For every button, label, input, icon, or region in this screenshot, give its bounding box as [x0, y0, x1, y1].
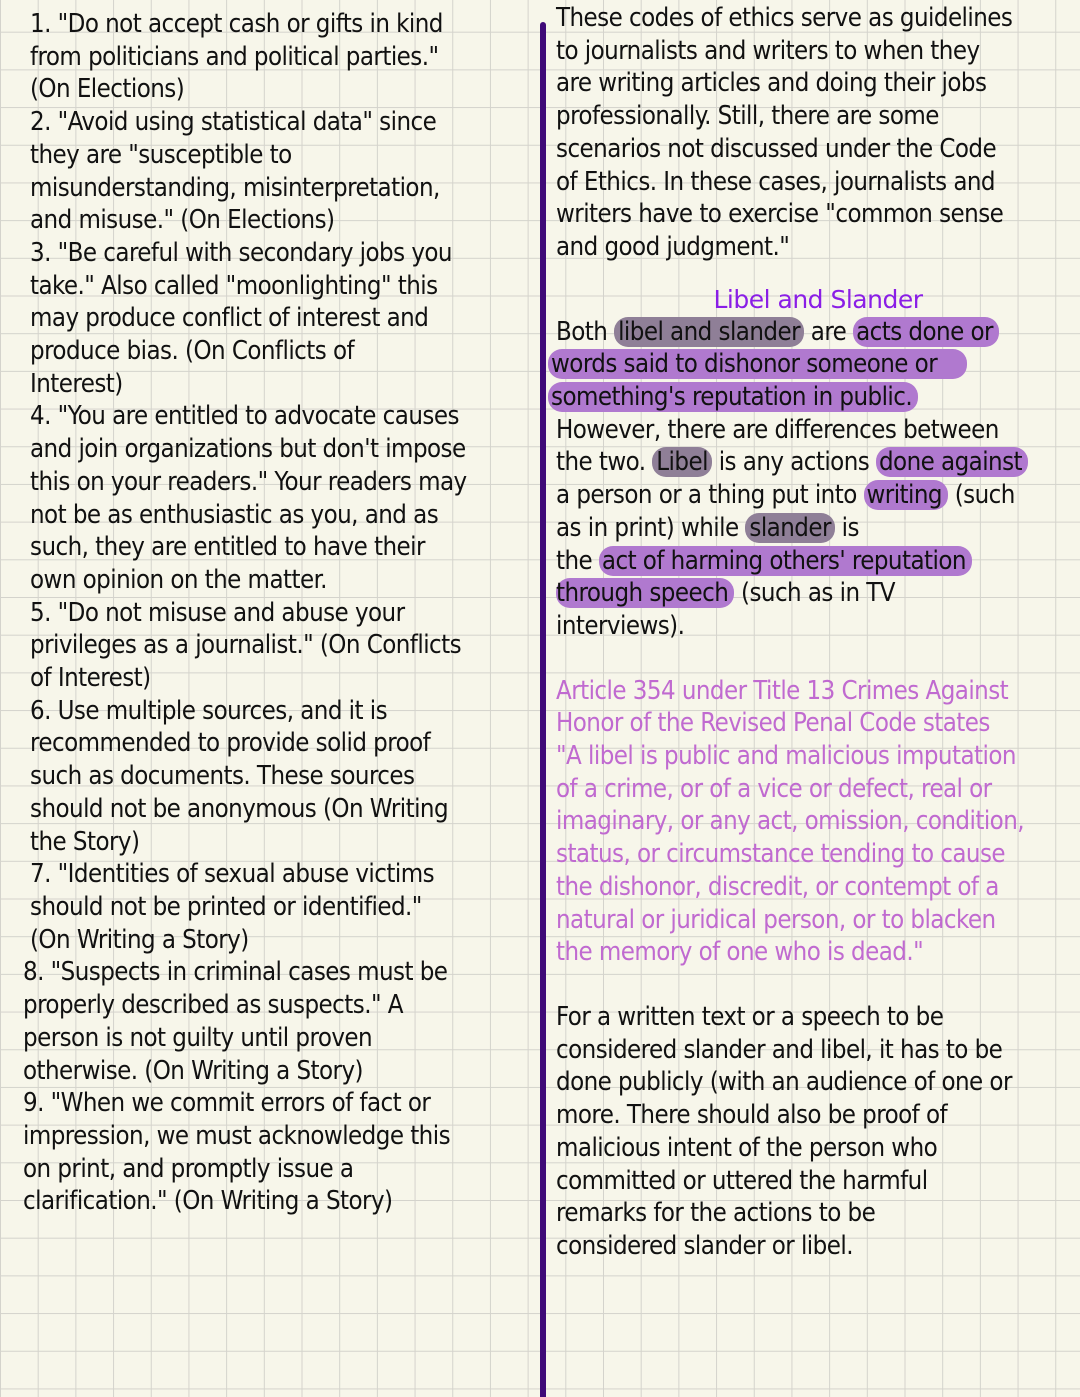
quote-line: natural or juridical person, or to blacken [556, 904, 996, 935]
highlight-grey: slander [745, 513, 835, 543]
definition-line: However, there are differences between [556, 414, 999, 445]
rule-5-line-3: of Interest) [30, 663, 151, 694]
conclusion-line: done publicly (with an audience of one or [556, 1067, 1012, 1098]
intro-line: scenarios not discussed under the Code [556, 133, 997, 164]
text: a person or a thing put into [556, 480, 864, 511]
rule-7-line-3: (On Writing a Story) [30, 924, 249, 955]
conclusion-paragraph [556, 1001, 1080, 1263]
rule-8-line-3: person is not guilty until proven [23, 1022, 373, 1053]
conclusion-line: For a written text or a speech to be [556, 1001, 944, 1032]
text: as in print) while [556, 512, 746, 543]
text: (such [947, 480, 1015, 511]
highlight-grey: libel and slander [614, 317, 804, 347]
intro-line: These codes of ethics serve as guidelines [556, 3, 1013, 33]
rule-9-line-1: 9. "When we commit errors of fact or [23, 1088, 431, 1119]
rule-4-line-5: such, they are entitled to have their [30, 532, 425, 563]
quote-line: Article 354 under Title 13 Crimes Against [556, 675, 1009, 706]
rule-2-line-1: 2. "Avoid using statistical data" since [30, 107, 437, 138]
ethics-rules-column [23, 8, 530, 1218]
rule-9-line-4: clarification." (On Writing a Story) [23, 1186, 393, 1217]
quote-line: imaginary, or any act, omission, condition, [556, 806, 1025, 837]
rule-3-line-1: 3. "Be careful with secondary jobs you [30, 237, 452, 268]
rule-6-line-5: the Story) [30, 826, 140, 857]
rule-4-line-2: and join organizations but don't impose [30, 434, 466, 465]
conclusion-line: considered slander and libel, it has to be [556, 1034, 1003, 1065]
rule-8-line-1: 8. "Suspects in criminal cases must be [23, 957, 448, 988]
definition-line [556, 479, 1080, 512]
quote-line: of a crime, or of a vice or defect, real or [556, 773, 992, 804]
quote-line: Honor of the Revised Penal Code states [556, 708, 990, 739]
text: (such as in TV [734, 578, 895, 609]
rule-1-line-1: 1. "Do not accept cash or gifts in kind [30, 9, 443, 39]
intro-paragraph [556, 2, 1080, 264]
intro-line: are writing articles and doing their jobs [556, 68, 987, 99]
intro-line: of Ethics. In these cases, journalists and [556, 166, 996, 197]
highlight-purple: done against [876, 447, 1028, 477]
definition-line: interviews). [556, 610, 685, 641]
rule-7-line-2: should not be printed or identified." [30, 891, 422, 922]
rule-8-line-4: otherwise. (On Writing a Story) [23, 1055, 363, 1086]
rule-7-line-1: 7. "Identities of sexual abuse victims [30, 859, 435, 890]
spacer [556, 969, 1080, 1001]
section-heading-libel-and-slander: Libel and Slander [713, 284, 923, 314]
text: is any actions [711, 447, 876, 478]
conclusion-line: committed or uttered the harmful [556, 1165, 928, 1196]
intro-line: professionally. Still, there are some [556, 101, 939, 132]
text: are [804, 316, 854, 347]
definition-line [548, 348, 1080, 381]
highlight-purple: acts done or [853, 317, 999, 347]
rule-6-line-4: should not be anonymous (On Writing [30, 793, 449, 824]
column-divider [540, 22, 546, 1397]
intro-line: writers have to exercise "common sense [556, 199, 1004, 230]
rule-2-line-3: misunderstanding, misinterpretation, [30, 172, 440, 203]
intro-line: to journalists and writers to when they [556, 35, 980, 66]
rule-9-line-3: on print, and promptly issue a [23, 1153, 354, 1184]
rule-6-line-3: such as documents. These sources [30, 761, 415, 792]
definition-line [556, 446, 1080, 479]
rule-3-line-5: Interest) [30, 368, 123, 399]
rule-3-line-4: produce bias. (On Conflicts of [30, 336, 355, 367]
conclusion-line: malicious intent of the person who [556, 1132, 938, 1163]
rule-4-line-1: 4. "You are entitled to advocate causes [30, 401, 459, 432]
conclusion-line: more. There should also be proof of [556, 1100, 948, 1131]
text: Both [556, 316, 615, 347]
definition-line [556, 545, 1080, 578]
quote-line: the dishonor, discredit, or contempt of a [556, 871, 999, 902]
rule-3-line-3: may produce conflict of interest and [30, 303, 429, 334]
rule-4-line-4: not be as enthusiastic as you, and as [30, 499, 439, 530]
text: the [556, 545, 599, 576]
highlight-purple: writing [864, 480, 948, 510]
conclusion-line: considered slander or libel. [556, 1230, 853, 1261]
rule-3-line-2: take." Also called "moonlighting" this [30, 270, 438, 301]
rule-1-line-2: from politicians and political parties." [30, 41, 439, 72]
rule-1-line-3: (On Elections) [30, 74, 185, 105]
intro-line: and good judgment." [556, 231, 790, 262]
rule-6-line-1: 6. Use multiple sources, and it is [30, 695, 388, 726]
rule-2-line-4: and misuse." (On Elections) [30, 205, 335, 236]
rule-5-line-2: privileges as a journalist." (On Conflicts [30, 630, 462, 661]
rule-4-line-3: this on your readers." Your readers may [30, 466, 467, 497]
highlight-purple: through speech [556, 578, 734, 608]
rule-4-line-6: own opinion on the matter. [30, 564, 327, 595]
rule-2-line-2: they are "susceptible to [30, 139, 292, 170]
definition-line [556, 512, 1080, 545]
text: is [834, 512, 859, 543]
quote-line: the memory of one who is dead." [556, 937, 924, 968]
rule-8-line-2: properly described as suspects." A [23, 990, 403, 1021]
definition-line [556, 316, 1080, 349]
definition-line [556, 577, 1080, 610]
definition-paragraph [551, 316, 1080, 643]
definition-line [548, 381, 1080, 414]
conclusion-line: remarks for the actions to be [556, 1198, 876, 1229]
quote-line: status, or circumstance tending to cause [556, 839, 1006, 870]
text: the two. [556, 447, 653, 478]
highlight-grey: Libel [652, 447, 712, 477]
spacer [556, 643, 1080, 675]
rule-6-line-2: recommended to provide solid proof [30, 728, 431, 759]
rule-5-line-1: 5. "Do not misuse and abuse your [30, 597, 405, 628]
rule-9-line-2: impression, we must acknowledge this [23, 1120, 451, 1151]
highlight-purple: something's reputation in public. [548, 382, 918, 412]
article-354-quote [556, 675, 1080, 969]
libel-slander-column [551, 2, 1080, 1263]
quote-line: "A libel is public and malicious imputation [556, 741, 1016, 772]
highlight-purple: words said to dishonor someone or [548, 349, 967, 379]
highlight-purple: act of harming others' reputation [599, 546, 972, 576]
